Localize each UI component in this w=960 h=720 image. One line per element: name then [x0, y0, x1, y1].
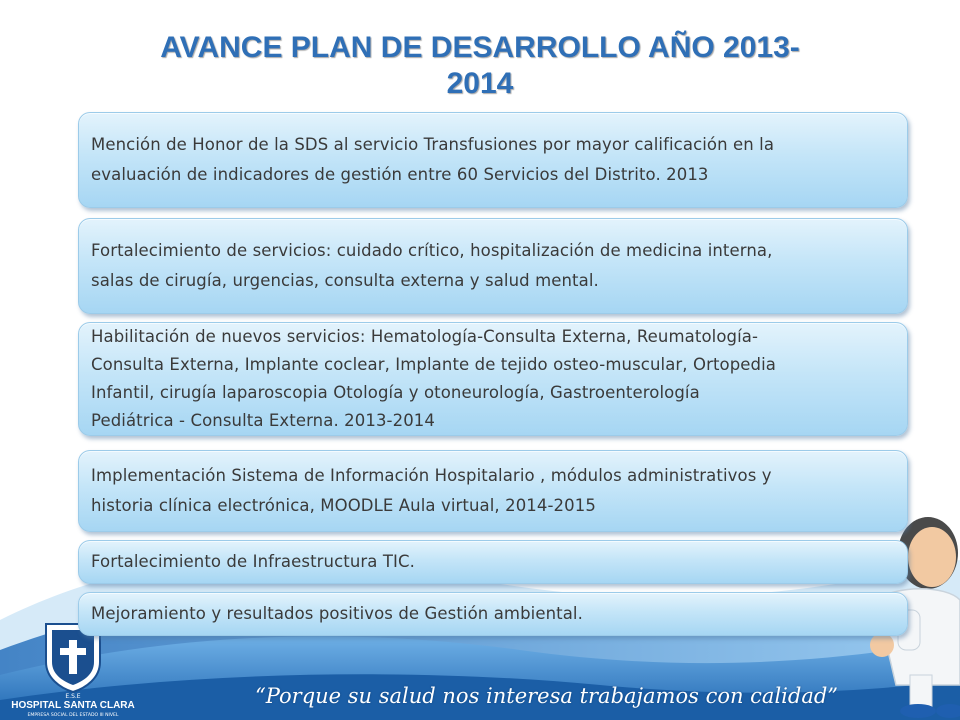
achievement-text: Habilitación de nuevos servicios: Hematología-Consulta Externa, Reumatología- Consulta Externa, Implante coclear, Implante de tejido osteo-muscular, Ortopedia Infantil, cirugía laparoscopia Otología y otoneurología, Gastroenterología Pediátrica - Consulta Externa. 2013-2014	[91, 327, 777, 430]
achievement-box-services-strengthening	[78, 218, 908, 314]
achievement-box-new-services	[78, 322, 908, 436]
achievement-text: Mención de Honor de la SDS al servicio Transfusiones por mayor calificación en la evaluación de indicadores de gestión entre 60 Servicios del Distrito. 2013	[91, 135, 775, 184]
achievement-box-environmental-management	[78, 592, 908, 636]
achievement-box-ict-infrastructure	[78, 540, 908, 584]
achievement-box-information-system	[78, 450, 908, 532]
achievement-text: Implementación Sistema de Información Hospitalario , módulos administrativos y historia clínica electrónica, MOODLE Aula virtual, 2014-2015	[91, 466, 772, 515]
svg-text:EMPRESA SOCIAL DEL ESTADO III: EMPRESA SOCIAL DEL ESTADO III NIVEL	[27, 713, 119, 718]
svg-text:HOSPITAL SANTA CLARA: HOSPITAL SANTA CLARA	[11, 700, 135, 711]
footer-tagline: “Porque su salud nos interesa trabajamos con calidad”	[255, 684, 839, 708]
achievement-box-honor-mention	[78, 112, 908, 208]
achievement-text: Mejoramiento y resultados positivos de Gestión ambiental.	[91, 604, 583, 623]
slide-title: AVANCE PLAN DE DESARROLLO AÑO 2013- 2014	[160, 31, 800, 100]
achievement-text: Fortalecimiento de Infraestructura TIC.	[91, 552, 415, 571]
svg-text:E.S.E: E.S.E	[65, 693, 81, 700]
achievement-text: Fortalecimiento de servicios: cuidado crítico, hospitalización de medicina interna, salas de cirugía, urgencias, consulta externa y salud mental.	[91, 241, 773, 290]
